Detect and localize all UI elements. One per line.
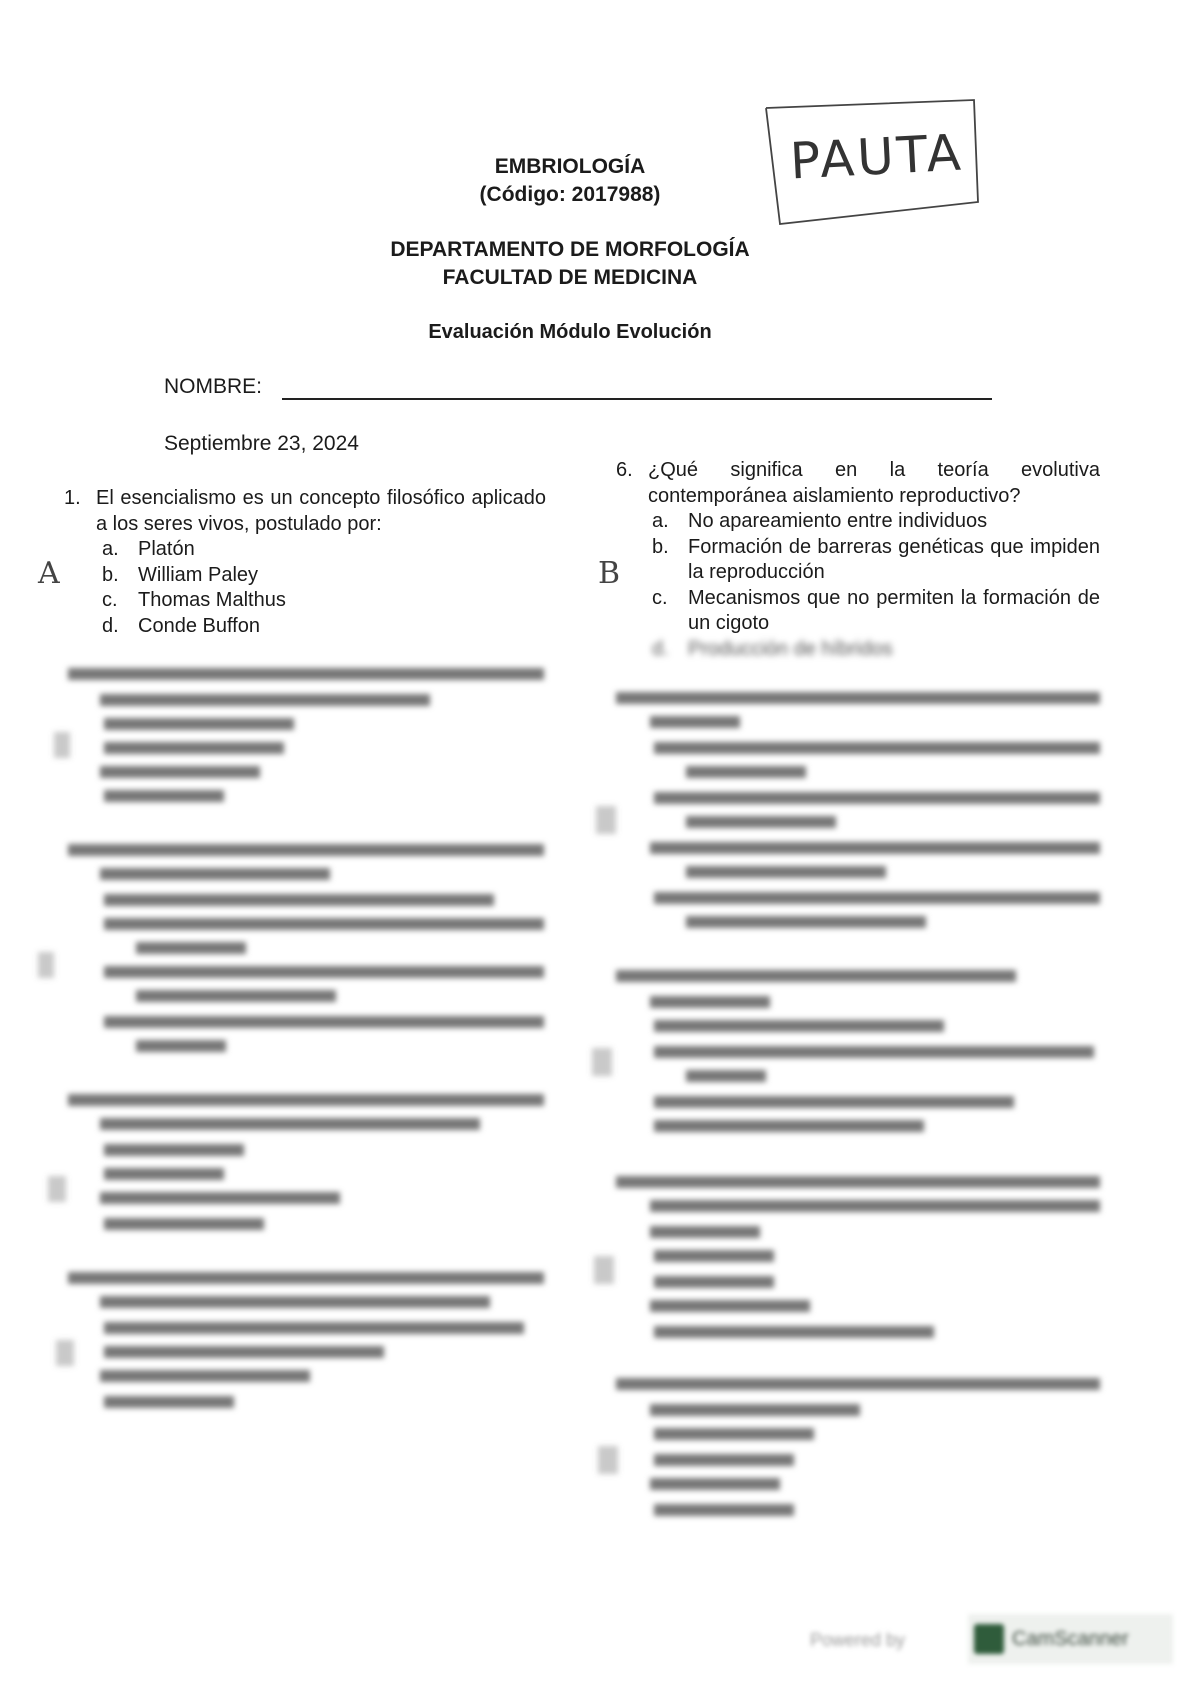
question-stem: El esencialismo es un concepto filosófico aplicado a los seres vivos, postulado por: [96,487,546,535]
option-c[interactable]: c. Mecanismos que no permiten la formación de un cigoto [652,586,1100,634]
option-a[interactable]: a. Platón [102,538,195,560]
faculty-name: FACULTAD DE MEDICINA [442,266,698,289]
blurred-question-2 [68,668,544,802]
question-number: 1. [64,487,81,509]
course-code: (Código: 2017988) [479,183,661,206]
option-b[interactable]: b. Formación de barreras genéticas que impiden la reproducción [652,535,1100,583]
option-c[interactable]: c. Thomas Malthus [102,589,286,611]
blurred-question-4 [68,1094,544,1230]
name-label: NOMBRE: [164,375,263,398]
option-d[interactable]: d. Producción de híbridos [652,637,893,660]
blurred-question-7 [616,692,1100,928]
department-name: DEPARTAMENTO DE MORFOLOGÍA [390,238,750,261]
answer-mark-6: B [598,556,621,591]
question-stem: ¿Qué significa en la teoría evolutiva contemporánea aislamiento reproductivo? [648,459,1100,507]
option-a[interactable]: a. No apareamiento entre individuos [652,510,988,532]
blurred-question-10 [616,1378,1100,1516]
answer-mark-1: A [38,556,60,591]
blurred-question-9 [616,1176,1100,1338]
blurred-question-5 [68,1272,544,1408]
exam-title: Evaluación Módulo Evolución [428,321,712,343]
course-title: EMBRIOLOGÍA [494,155,646,178]
camscanner-icon [974,1624,1004,1654]
footer-powered-text: Powered by [810,1630,906,1650]
camscanner-brand: CamScanner [1012,1627,1129,1650]
blurred-question-8 [616,970,1094,1132]
exam-date: Septiembre 23, 2024 [164,432,359,455]
blurred-question-3 [68,844,544,1052]
option-d[interactable]: d. Conde Buffon [102,614,260,637]
option-b[interactable]: b. William Paley [102,563,259,586]
stamp-text: PAUTA [788,123,966,191]
camscanner-logo [968,1614,1173,1664]
question-number: 6. [616,459,633,481]
